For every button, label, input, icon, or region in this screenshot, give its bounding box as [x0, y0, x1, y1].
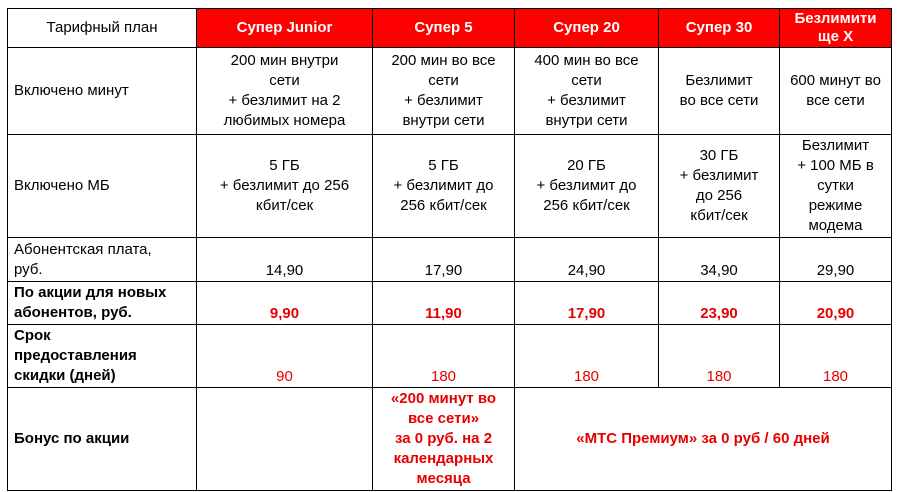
cell-line: 256 кбит/сек: [400, 197, 487, 214]
promo-price: 9,90: [197, 282, 373, 325]
cell-line: модема: [808, 217, 863, 234]
label-line: руб.: [14, 260, 43, 278]
cell-line: любимых номера: [223, 112, 346, 129]
cell-line: + безлимит на 2: [228, 92, 341, 109]
cell-line: сети: [571, 72, 602, 89]
bonus-line: все сети»: [407, 410, 480, 427]
cell-line: + безлимит до: [536, 177, 637, 194]
bonus-label: Бонус по акции: [8, 388, 197, 491]
bonus-empty-cell: [197, 388, 373, 491]
cell-line: сети: [428, 72, 459, 89]
plan-super-junior: Супер Junior: [197, 9, 373, 48]
cell-line: Безлимит: [801, 137, 870, 154]
period-label: [8, 325, 197, 388]
fee-row: [8, 238, 892, 282]
fee-label: [8, 238, 197, 282]
mb-label: Включено МБ: [8, 135, 197, 238]
cell-line: внутри сети: [402, 112, 485, 129]
cell-line: 600 минут во: [790, 72, 881, 89]
fee-value: 14,90: [197, 238, 373, 282]
minutes-cell: [515, 48, 659, 135]
cell-line: + безлимит до: [393, 177, 494, 194]
bonus-super5: [373, 388, 515, 491]
plan-super-20: Супер 20: [515, 9, 659, 48]
cell-line: до 256: [695, 187, 743, 204]
cell-line: сети: [269, 72, 300, 89]
label-line: Срок: [14, 327, 51, 344]
tariff-table: [7, 8, 892, 491]
minutes-label: Включено минут: [8, 48, 197, 135]
header-row: [8, 9, 892, 48]
period-days: 180: [515, 325, 659, 388]
cell-line: внутри сети: [545, 112, 628, 129]
period-days: 180: [780, 325, 892, 388]
period-row: [8, 325, 892, 388]
mb-cell: [197, 135, 373, 238]
cell-line: кбит/сек: [690, 207, 748, 224]
fee-value: 17,90: [373, 238, 515, 282]
cell-line: + безлимит: [404, 92, 483, 109]
header-corner: Тарифный план: [8, 9, 197, 48]
mb-cell: [780, 135, 892, 238]
bonus-line: за 0 руб. на 2: [394, 430, 493, 447]
bonus-premium: «МТС Премиум» за 0 руб / 60 дней: [515, 388, 892, 491]
promo-row: [8, 282, 892, 325]
promo-price: 23,90: [659, 282, 780, 325]
period-days: 180: [373, 325, 515, 388]
fee-value: 24,90: [515, 238, 659, 282]
cell-line: + 100 МБ в: [797, 157, 874, 174]
fee-value: 34,90: [659, 238, 780, 282]
cell-line: 5 ГБ: [269, 157, 300, 174]
plan-bezlimit-x: [780, 9, 892, 48]
bonus-row: [8, 388, 892, 491]
minutes-cell: [780, 48, 892, 135]
promo-price: 11,90: [373, 282, 515, 325]
bonus-line: «200 минут во: [390, 390, 497, 407]
period-days: 90: [197, 325, 373, 388]
cell-line: во все сети: [679, 92, 759, 109]
cell-line: сутки: [817, 177, 854, 194]
cell-line: 20 ГБ: [567, 157, 606, 174]
mb-row: [8, 135, 892, 238]
cell-line: 200 мин во все: [391, 52, 496, 69]
minutes-row: [8, 48, 892, 135]
cell-line: 200 мин внутри: [230, 52, 339, 69]
cell-line: + безлимит до 256: [219, 177, 350, 194]
plan-super-30: Супер 30: [659, 9, 780, 48]
cell-line: + безлимит: [679, 167, 759, 184]
label-line: По акции для новых: [14, 284, 167, 301]
cell-line: + безлимит: [547, 92, 626, 109]
cell-line: 400 мин во все: [534, 52, 639, 69]
bonus-line: календарных: [393, 450, 494, 467]
period-days: 180: [659, 325, 780, 388]
cell-line: режиме: [808, 197, 863, 214]
promo-label: [8, 282, 197, 325]
cell-line: кбит/сек: [255, 197, 314, 214]
cell-line: все сети: [806, 92, 865, 109]
cell-line: Безлимит: [685, 72, 753, 89]
fee-value: 29,90: [780, 238, 892, 282]
label-line: Абонентская плата,: [14, 240, 152, 258]
promo-price: 17,90: [515, 282, 659, 325]
plan-super-5: Супер 5: [373, 9, 515, 48]
minutes-cell: [373, 48, 515, 135]
cell-line: 5 ГБ: [428, 157, 459, 174]
bonus-line: месяца: [416, 470, 471, 487]
label-line: скидки (дней): [14, 367, 116, 384]
mb-cell: [515, 135, 659, 238]
label-line: предоставления: [14, 347, 137, 364]
minutes-cell: [659, 48, 780, 135]
label-line: абонентов, руб.: [14, 304, 132, 321]
mb-cell: [659, 135, 780, 238]
mb-cell: [373, 135, 515, 238]
plan-bezlimit-x-name: Безлимити ще X: [794, 10, 877, 45]
minutes-cell: [197, 48, 373, 135]
cell-line: 256 кбит/сек: [543, 197, 630, 214]
promo-price: 20,90: [780, 282, 892, 325]
cell-line: 30 ГБ: [699, 147, 739, 164]
